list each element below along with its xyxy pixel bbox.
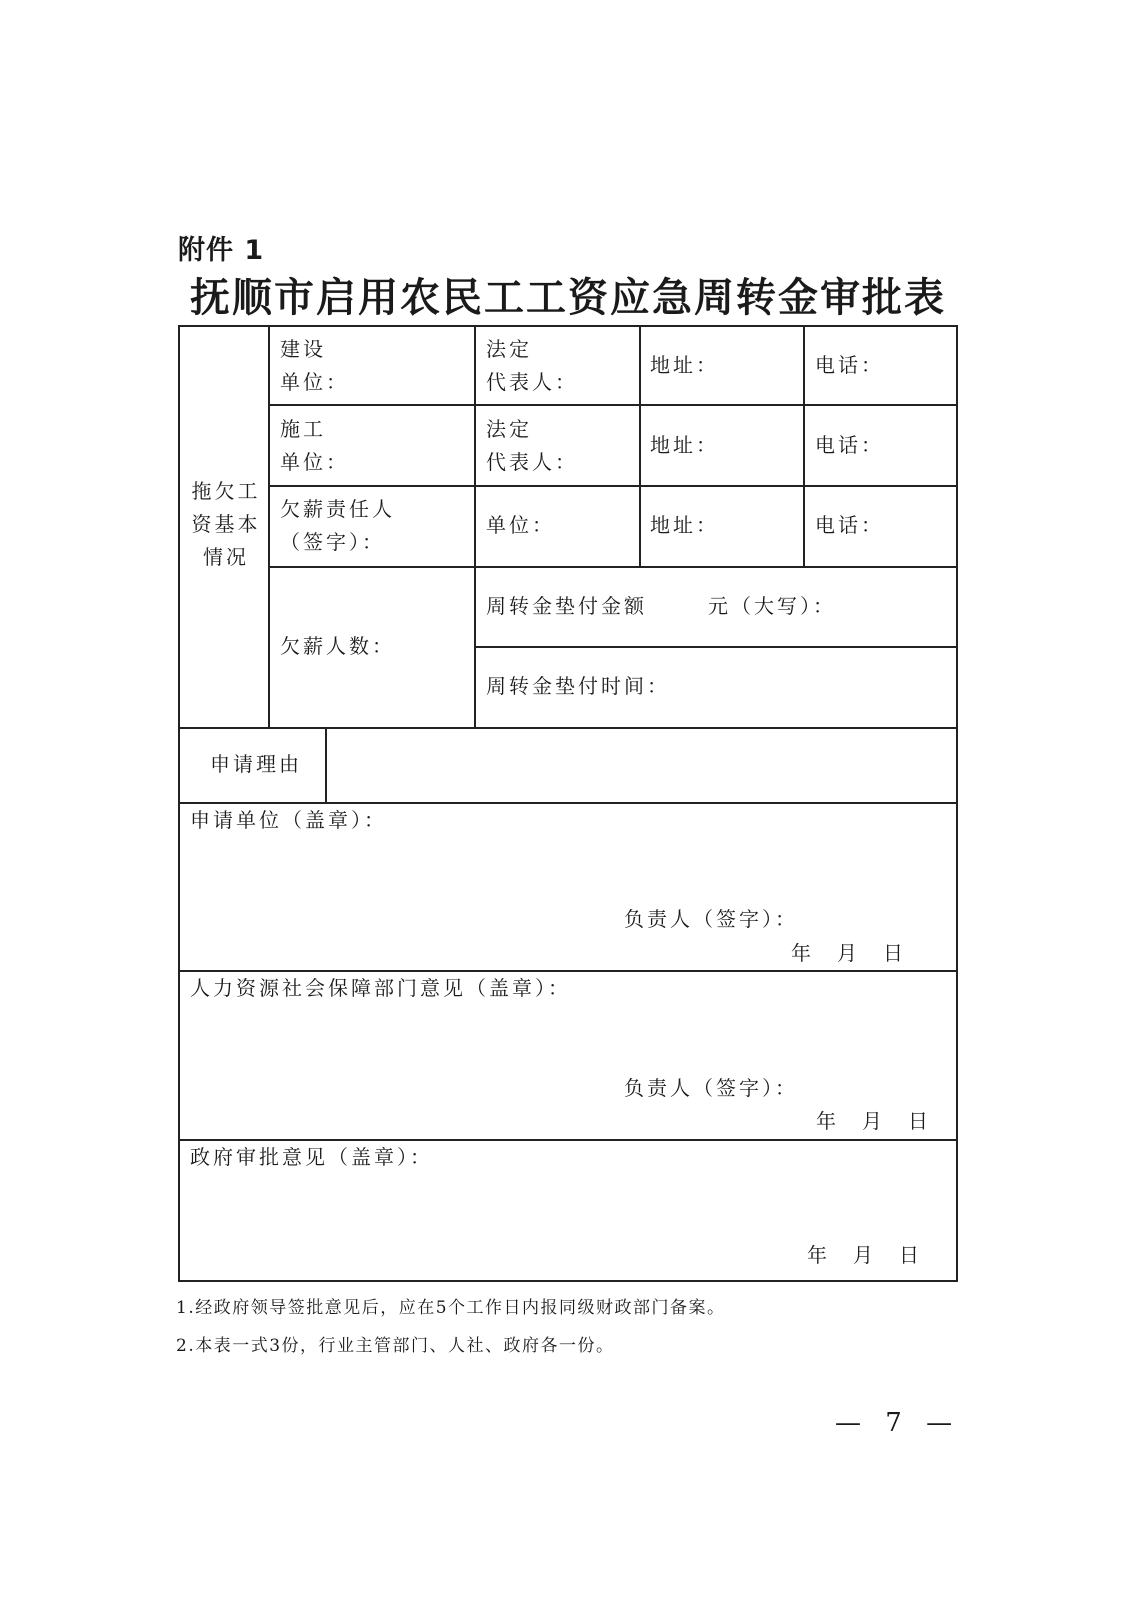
section-label [184,475,268,574]
label-line: 单位： [280,370,349,394]
construction-unit-label [280,333,349,399]
applicant-signer-label: 负责人（签字）： [624,907,798,931]
applicant-date: 年 月 日 [791,941,906,965]
contractor-unit-label [280,413,349,479]
divider [474,325,476,727]
divider [178,727,958,729]
divider [268,404,958,406]
section-label-line: 拖欠工 [191,479,261,503]
label-line: （签字）： [280,530,385,554]
unpaid-workers-label: 欠薪人数： [280,634,395,658]
amount-unit-label: 元（大写）： [708,594,836,618]
approval-form-table [178,325,958,1281]
address-label: 地址： [650,513,719,537]
label-line: 法定 [486,417,532,441]
legal-rep-label [486,333,578,399]
border-top [178,325,958,327]
label-line: 代表人： [486,450,578,474]
note-2: 2.本表一式3份，行业主管部门、人社、政府各一份。 [176,1336,615,1356]
advance-amount-label: 周转金垫付金额 [486,594,647,618]
border-bottom [178,1280,958,1282]
legal-rep-label [486,413,578,479]
reason-label: 申请理由 [210,752,302,776]
advance-time-label: 周转金垫付时间： [486,674,670,698]
note-1: 1.经政府领导签批意见后，应在5个工作日内报同级财政部门备案。 [176,1298,726,1318]
label-line: 单位： [280,450,349,474]
form-title: 抚顺市启用农民工工资应急周转金审批表 [190,275,946,321]
government-date: 年 月 日 [807,1243,922,1267]
phone-label: 电话： [815,433,884,457]
phone-label: 电话： [815,513,884,537]
phone-label: 电话： [815,353,884,377]
divider [474,646,958,648]
divider [268,325,270,727]
divider [325,727,327,802]
responsible-person-label [280,493,395,559]
label-line: 法定 [486,337,532,361]
section-label-line: 资基本 [191,512,261,536]
divider [268,566,958,568]
applicant-unit-label: 申请单位（盖章）： [190,808,387,832]
unit-label: 单位： [486,513,555,537]
address-label: 地址： [650,353,719,377]
section-label-line: 情况 [203,545,249,569]
label-line: 建设 [280,337,326,361]
hr-dept-opinion-label: 人力资源社会保障部门意见（盖章）： [190,976,571,1000]
divider [268,485,958,487]
label-line: 欠薪责任人 [280,497,395,521]
attachment-label: 附件 1 [178,235,265,266]
government-opinion-label: 政府审批意见（盖章）： [190,1145,433,1169]
divider [803,325,805,566]
address-label: 地址： [650,433,719,457]
label-line: 施工 [280,417,326,441]
hr-signer-label: 负责人（签字）： [624,1076,798,1100]
divider [639,325,641,566]
label-line: 代表人： [486,370,578,394]
page-number: — 7 — [835,1408,961,1438]
hr-date: 年 月 日 [816,1109,931,1133]
